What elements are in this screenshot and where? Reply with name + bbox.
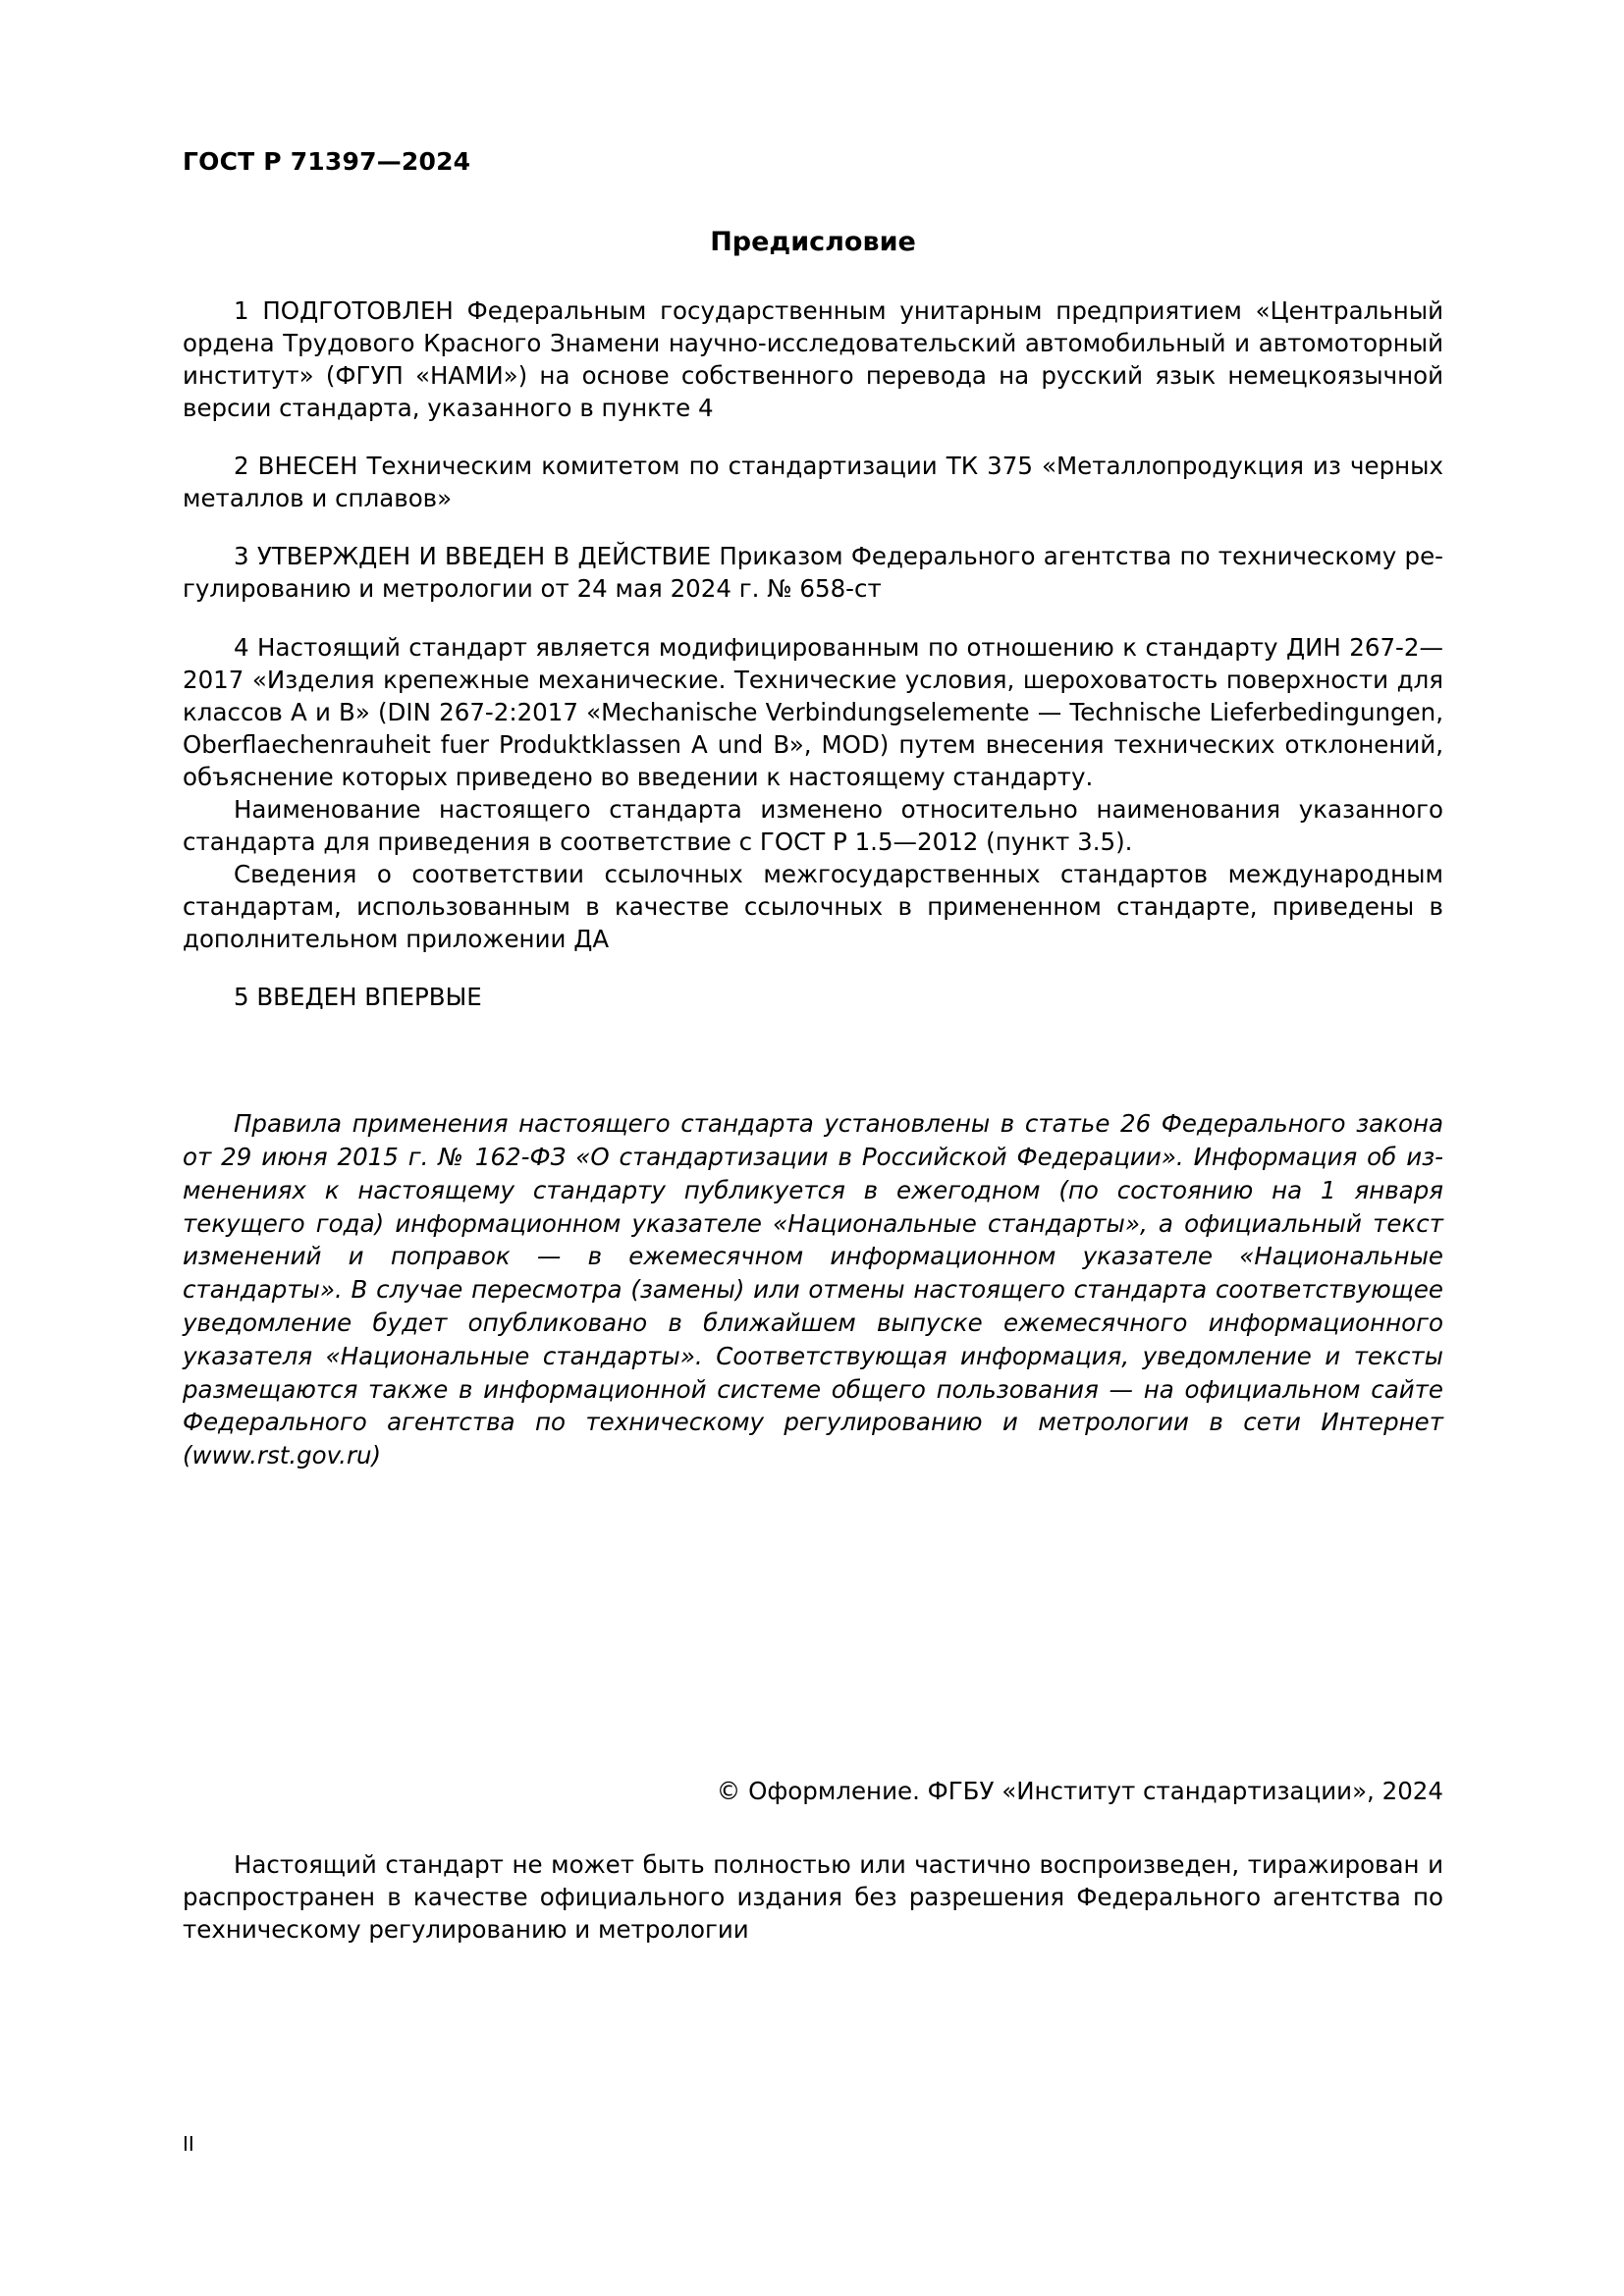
preface-item-3: 3 УТВЕРЖДЕН И ВВЕДЕН В ДЕЙСТВИЕ Приказом Федерального агентства по техническому регулированию и метрологии от 24 мая 2024 г. № 658-ст [183,542,1443,604]
rules-of-application-text: Правила применения настоящего стандарта установлены в статье 26 Федерального закона от 29 июня 2015 г. № 162-ФЗ «О стандартизации в Российской Федерации». Информация об изменениях к настоящему стандарту публикуется в ежегодном (по состоянию на 1 января текущего года) информационном указателе «Национальные стандарты», а официальный текст изменений и поправок — в ежемесячном информационном указателе «Национальные стандарты». В случае пересмотра (замены) или отмены настоящего стандарта соответствующее уведомление будет опубликовано в ближайшем выпуске ежемесячного информационного указателя «Национальные стандарты». Соответствующая информация, уведомление и тексты размещаются также в информационной системе общего пользования — на официальном сайте Федерального агентства по техническому регулированию и метрологии в сети Интернет (www.rst.gov.ru) [183,1109,1443,1470]
page-content [183,147,1443,1946]
copyright-notice: © Оформление. ФГБУ «Институт стандартизации», 2024 [716,1776,1443,1805]
preface-item-5: 5 ВВЕДЕН ВПЕРВЫЕ [234,983,482,1012]
rules-of-application-block [183,1107,1443,1472]
page-number: II [183,2132,194,2156]
page-title: Предисловие [710,227,916,257]
preface-item-4: 4 Настоящий стандарт является модифицированным по отношению к стандарту ДИН 267-2—2017 «Изделия крепежные механические. Технические условия, шероховатость поверхности для классов А и В» (DIN 267-2:2017 «Mechanische Verbindungselemente — Technische Lieferbedingungen, Oberflaechenrauheit fuer Produktklassen A und B», MOD) путем внесения технических отклонений, объяснение которых приведено во введении к настоящему стандарту. [183,632,1443,791]
preface-item-4-note-1: Наименование настоящего стандарта изменено относительно наименования указанного стандарта для приведения в соответствие с ГОСТ Р 1.5—2012 (пункт 3.5). [183,794,1443,856]
preface-item-2: 2 ВНЕСЕН Техническим комитетом по стандартизации ТК 375 «Металлопродукция из черных металлов и сплавов» [183,452,1443,513]
preface-item-1: 1 ПОДГОТОВЛЕН Федеральным государственным унитарным предприятием «Центральный ордена Трудового Красного Знамени научно-исследовательский автомобильный и автомоторный институт» (ФГУП «НАМИ») на основе собственного перевода на русский язык немецкоязычной версии стандарта, указанного в пункте 4 [183,296,1443,423]
reproduction-restriction-note: Настоящий стандарт не может быть полностью или частично воспроизведен, тиражирован и распространен в качестве официального издания без разрешения Федерального агентства по техническому регулированию и метрологии [183,1849,1443,1945]
standard-code-header: ГОСТ Р 71397—2024 [183,147,471,176]
preface-item-4-note-2: Сведения о соответствии ссылочных межгосударственных стандартов международным стандартам, использованным в качестве ссылочных в примененном стандарте, приведены в дополнительном приложении ДА [183,859,1443,954]
